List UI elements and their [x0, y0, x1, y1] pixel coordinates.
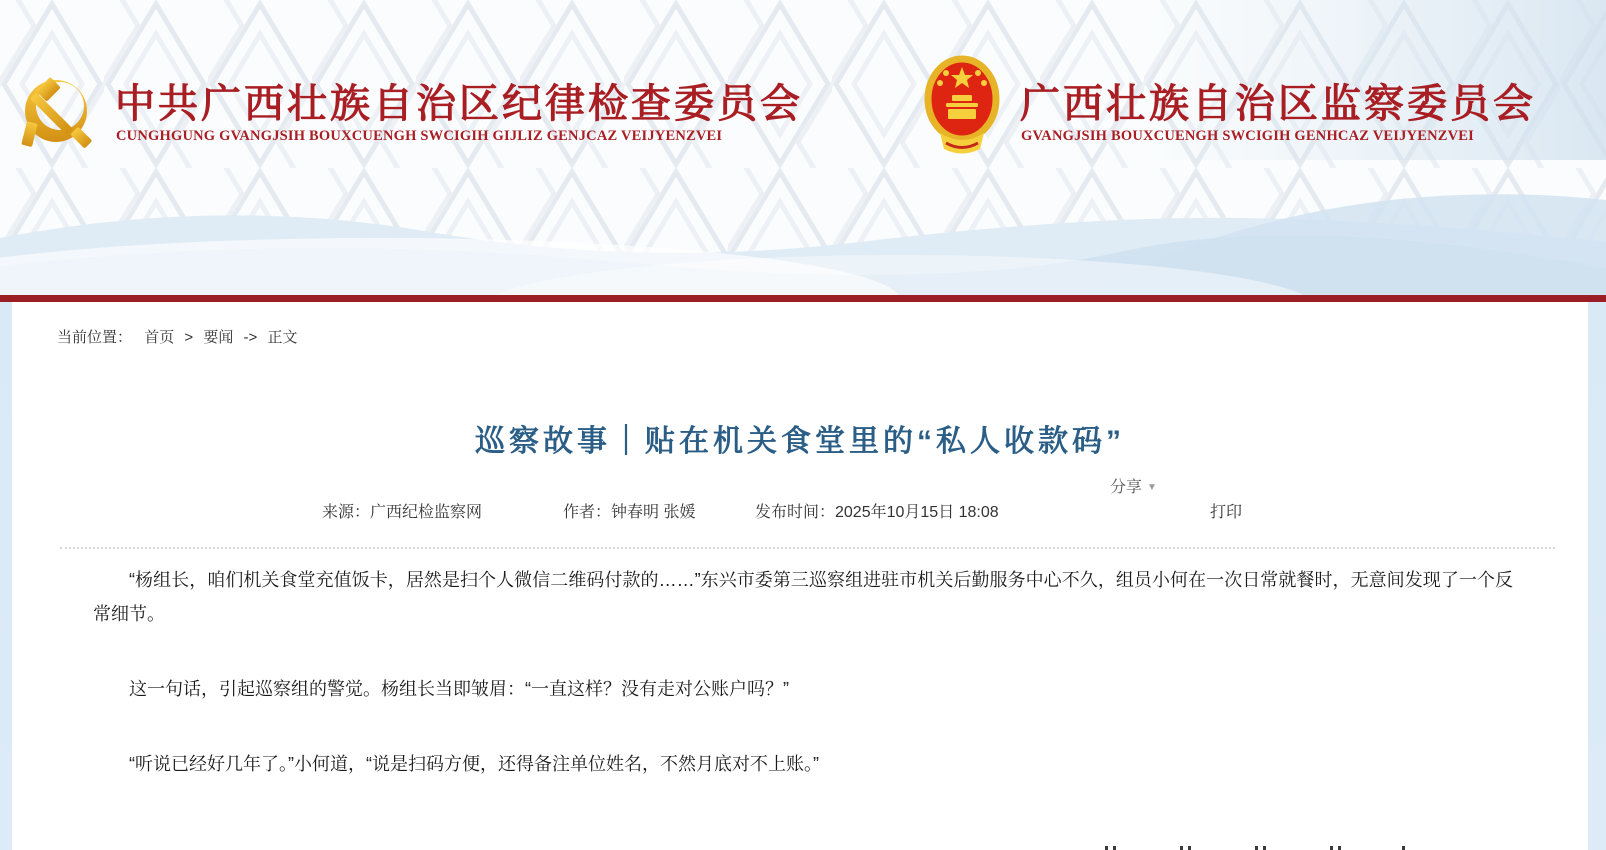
article-body — [12, 563, 1588, 822]
print-button[interactable]: 打印 — [1210, 504, 1243, 521]
page-body — [0, 302, 1606, 850]
breadcrumb-label: 当前位置： — [57, 329, 133, 346]
supervisory-commission-title: 广西壮族自治区监察委员会 — [1020, 81, 1536, 126]
article-title: 巡察故事｜贴在机关食堂里的“私人收款码” — [475, 425, 1125, 458]
breadcrumb-section-link[interactable]: 要闻 — [203, 329, 234, 346]
discipline-commission-romanized: CUNGHGUNG GVANGJSIH BOUXCUENGH SWCIGIH GIJLIZ GENJCAZ VEIJYENZVEI — [116, 128, 723, 144]
breadcrumb-home-link[interactable]: 首页 — [144, 329, 175, 346]
share-label: 分享 — [1110, 479, 1143, 496]
paragraph-3: “听说已经好几年了。”小何道，“说是扫码方便，还得备注单位姓名，不然月底对不上账。” — [129, 754, 819, 774]
supervisory-commission-romanized: GVANGJSIH BOUXCUENGH SWCIGIH GENHCAZ VEIJYENZVEI — [1021, 128, 1475, 144]
breadcrumb-separator-2: -> — [243, 329, 258, 346]
article-source: 来源：广西纪检监察网 — [322, 504, 483, 521]
caret-down-icon: ▼ — [1147, 482, 1157, 493]
red-divider-bar — [0, 295, 1606, 302]
breadcrumb-current-page: 正文 — [267, 329, 298, 346]
breadcrumb-separator: > — [184, 329, 194, 346]
content-card — [12, 302, 1588, 850]
brand-discipline-commission — [0, 0, 830, 295]
paragraph-2: 这一句话，引起巡察组的警觉。杨组长当即皱眉：“一直这样？没有走对公账户吗？” — [129, 679, 789, 699]
discipline-commission-title: 中共广西壮族自治区纪律检查委员会 — [115, 81, 803, 126]
article-author: 作者：钟春明 张媛 — [563, 504, 696, 521]
article-meta-row — [12, 501, 1588, 525]
brand-supervisory-commission — [830, 0, 1606, 295]
cutoff-content-fragment — [1105, 846, 1445, 850]
breadcrumb — [57, 328, 297, 348]
paragraph-1: “杨组长，咱们机关食堂充值饭卡，居然是扫个人微信二维码付款的……”东兴市委第三巡察组进驻市机关后勤服务中心不久，组员小何在一次日常就餐时，无意间发现了一个反常细节。 — [93, 570, 1513, 624]
site-header — [0, 0, 1606, 295]
article-publish-time: 发布时间：2025年10月15日 18:08 — [755, 504, 999, 521]
share-button[interactable] — [1110, 478, 1157, 498]
meta-separator-line — [60, 547, 1555, 549]
